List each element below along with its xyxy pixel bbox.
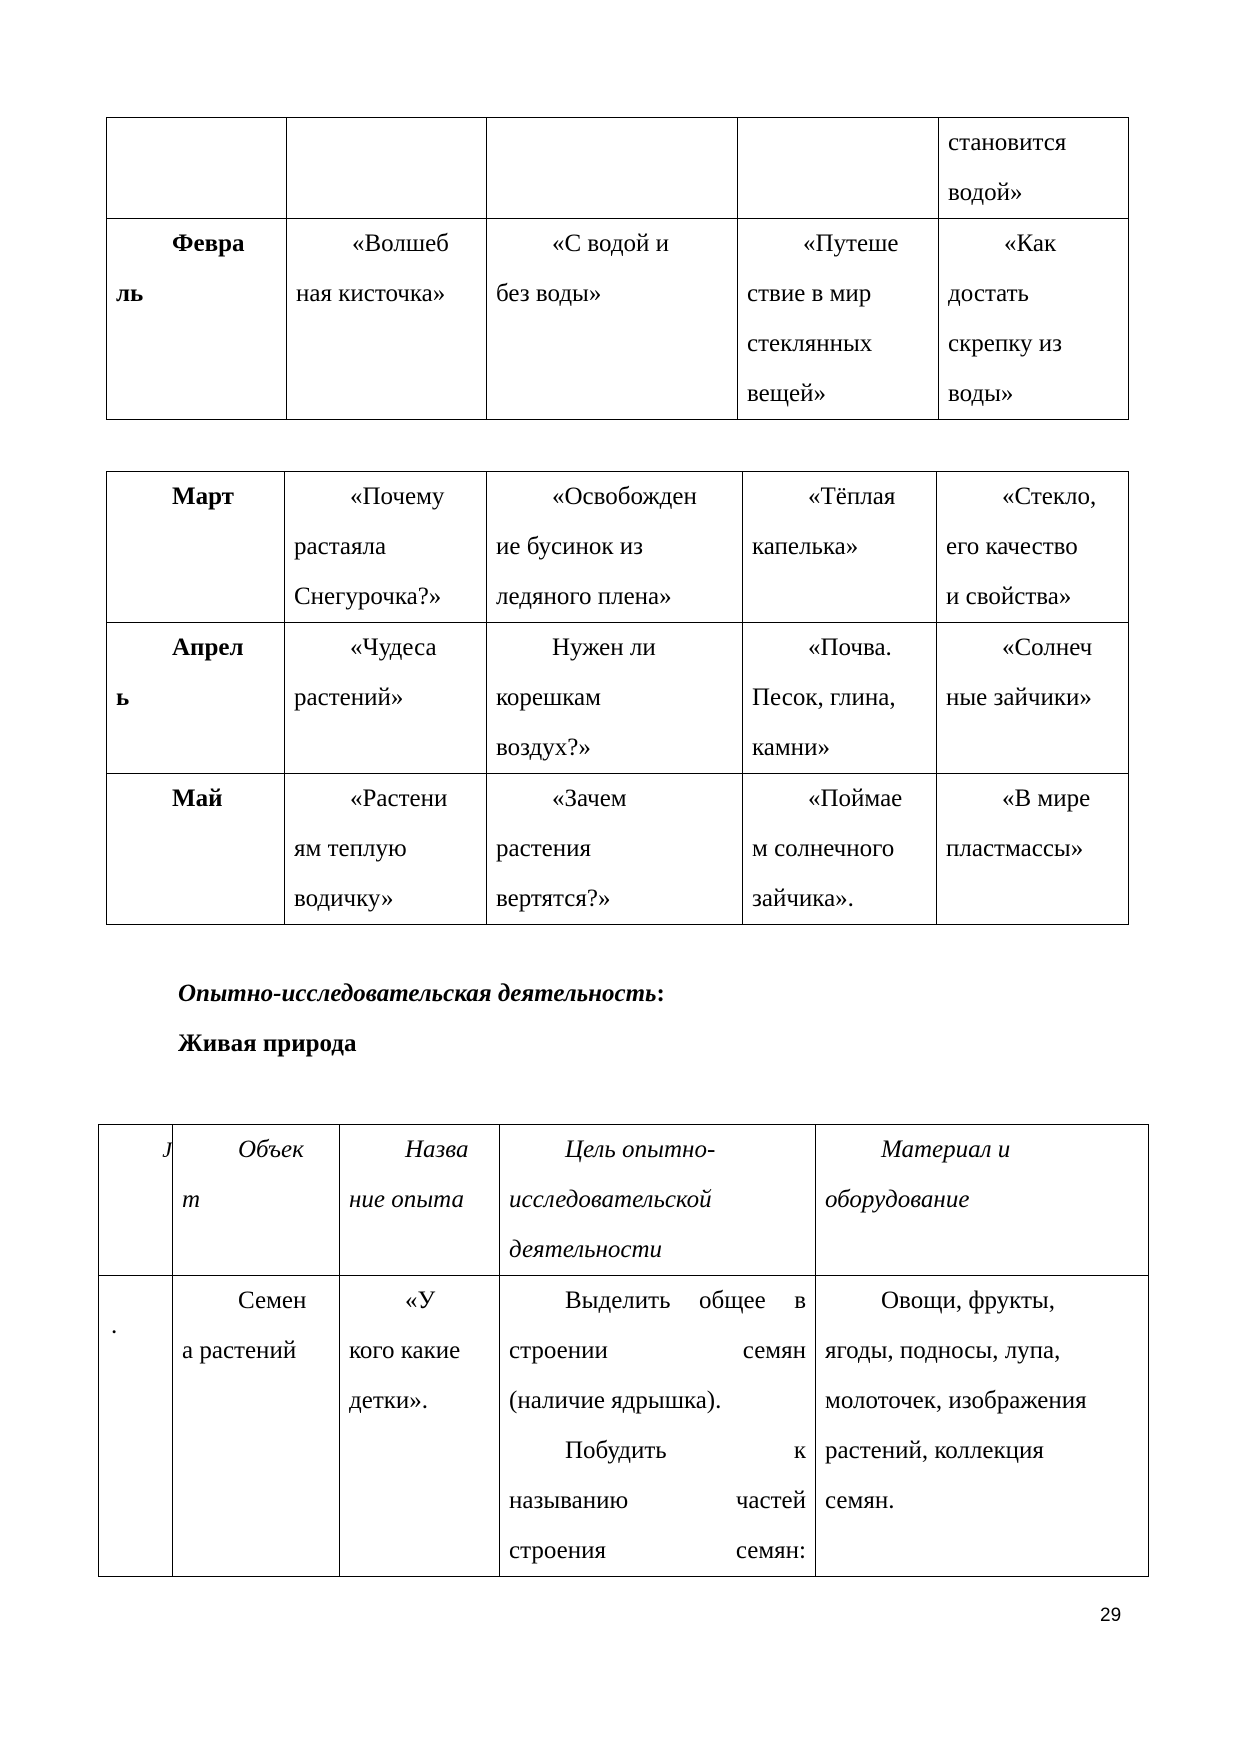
material-cell: Овощи, фрукты, ягоды, подносы, лупа, молоточек, изображения растений, коллекция семян. xyxy=(816,1276,1149,1577)
experiment-cell: становится водой» xyxy=(939,118,1129,219)
table-row xyxy=(107,774,1129,925)
header-name-cell: Назва ние опыта xyxy=(340,1125,500,1276)
section-heading-colon: : xyxy=(656,980,665,1007)
goal-text-line: (наличие ядрышка). xyxy=(509,1387,722,1414)
subsection-heading xyxy=(178,1019,356,1069)
goal-text-line: называнию частей xyxy=(509,1487,806,1514)
object-cell: Семен а растений xyxy=(173,1276,340,1577)
header-number-cell: Ј xyxy=(99,1125,173,1276)
experiment-cell: «В мире пластмассы» xyxy=(937,774,1129,925)
month-cell: Май xyxy=(107,774,285,925)
schedule-table xyxy=(106,471,1129,925)
table-header-row xyxy=(99,1125,1149,1276)
experiment-cell: «Освобожден ие бусинок из ледяного плена» xyxy=(487,472,743,623)
section-heading-text: Опытно-исследовательская деятельность xyxy=(178,980,657,1007)
table-row xyxy=(107,472,1129,623)
number-cell: . xyxy=(99,1276,173,1577)
experiment-cell xyxy=(487,118,738,219)
goal-text-line: Побудить к xyxy=(565,1437,806,1464)
goal-text-line: строения семян: xyxy=(509,1537,806,1564)
table-row xyxy=(107,623,1129,774)
month-cell: Март xyxy=(107,472,285,623)
month-cell: Апрел ь xyxy=(107,623,285,774)
experiment-cell: «Стекло, его качество и свойства» xyxy=(937,472,1129,623)
experiment-cell: «Как достать скрепку из воды» xyxy=(939,219,1129,420)
table-row xyxy=(107,118,1129,219)
page-number: 29 xyxy=(1100,1605,1122,1626)
experiment-cell: «Солнеч ные зайчики» xyxy=(937,623,1129,774)
experiment-cell xyxy=(738,118,939,219)
experiment-cell: «Зачем растения вертятся?» xyxy=(487,774,743,925)
month-cell xyxy=(107,118,287,219)
header-goal-cell: Цель опытно- исследовательской деятельности xyxy=(500,1125,816,1276)
experiments-table xyxy=(98,1124,1149,1577)
experiment-cell: «Волшеб ная кисточка» xyxy=(287,219,487,420)
goal-text-line: Выделить общее в xyxy=(565,1287,806,1314)
goal-text-line: строении семян xyxy=(509,1337,806,1364)
section-heading xyxy=(178,969,665,1019)
experiment-cell: «Почва. Песок, глина, камни» xyxy=(743,623,937,774)
header-material-cell: Материал и оборудование xyxy=(816,1125,1149,1276)
experiment-cell: «Чудеса растений» xyxy=(285,623,487,774)
name-cell: «У кого какие детки». xyxy=(340,1276,500,1577)
goal-cell xyxy=(500,1276,816,1577)
experiment-cell: «Путеше ствие в мир стеклянных вещей» xyxy=(738,219,939,420)
month-cell: Февра ль xyxy=(107,219,287,420)
experiment-cell: «Поймае м солнечного зайчика». xyxy=(743,774,937,925)
experiment-cell: «Растени ям теплую водичку» xyxy=(285,774,487,925)
experiment-cell: «Тёплая капелька» xyxy=(743,472,937,623)
schedule-table-continued xyxy=(106,117,1129,420)
experiment-cell xyxy=(287,118,487,219)
subsection-heading-text: Живая природа xyxy=(178,1030,357,1057)
experiment-cell: Нужен ли корешкам воздух?» xyxy=(487,623,743,774)
table-row xyxy=(99,1276,1149,1577)
experiment-cell: «Почему растаяла Снегурочка?» xyxy=(285,472,487,623)
table-row xyxy=(107,219,1129,420)
header-object-cell: Объек т xyxy=(173,1125,340,1276)
experiment-cell: «С водой и без воды» xyxy=(487,219,738,420)
